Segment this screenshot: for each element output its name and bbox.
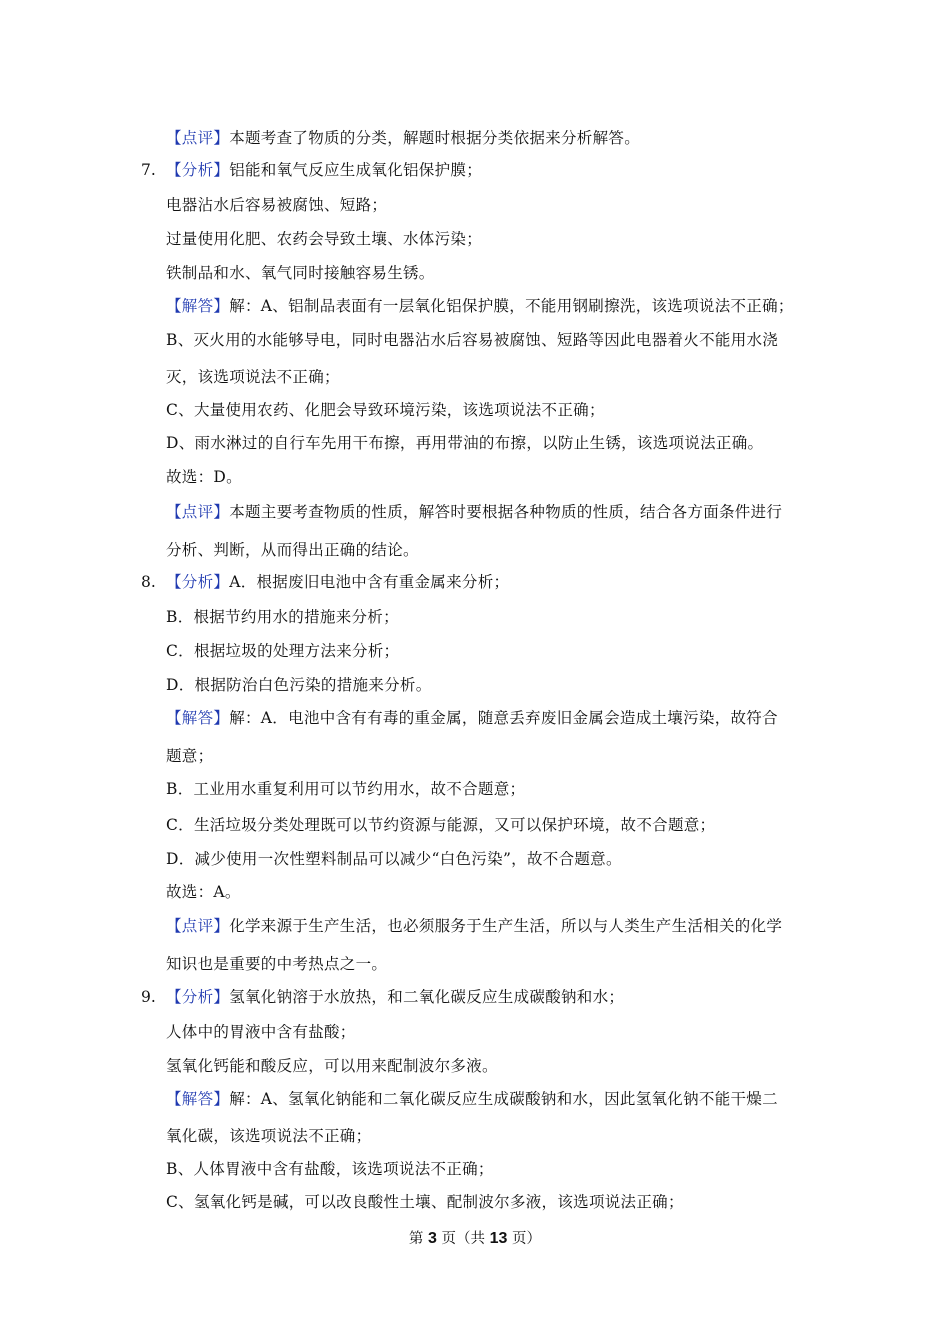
section-tag: 【分析】 [166,988,230,1006]
text-line [166,675,432,695]
text-line [166,641,399,661]
line-text: 氧化碳，该选项说法不正确； [166,1127,372,1145]
section-tag: 【点评】 [166,917,230,935]
text-line [166,160,482,180]
line-text: 知识也是重要的中考热点之一。 [166,955,388,973]
section-tag: 【点评】 [166,503,230,521]
line-text: 故选：D。 [166,468,242,486]
line-text: 本题考查了物质的分类，解题时根据分类依据来分析解答。 [229,129,641,147]
line-text: 本题主要考查物质的性质，解答时要根据各种物质的性质，结合各方面条件进行 [229,503,783,521]
footer-middle: 页（共 [436,1231,490,1247]
line-text: C、氢氧化钙是碱，可以改良酸性土壤、配制波尔多液，该选项说法正确； [166,1193,684,1211]
question-number: 8. [141,573,156,591]
section-tag: 【解答】 [166,1090,230,1108]
line-text: 化学来源于生产生活，也必须服务于生产生活，所以与人类生产生活相关的化学 [229,917,783,935]
line-text: B．根据节约用水的措施来分析； [166,608,399,626]
line-text: D．减少使用一次性塑料制品可以减少“白色污染”，故不合题意。 [166,850,622,868]
text-line [166,849,622,869]
text-line [166,540,419,560]
text-line [166,195,387,215]
section-tag: 【点评】 [166,129,230,147]
section-tag: 【分析】 [166,161,230,179]
line-text: D．根据防治白色污染的措施来分析。 [166,676,432,694]
text-line [166,1089,778,1109]
line-text: B、灭火用的水能够导电，同时电器沾水后容易被腐蚀、短路等因此电器着火不能用水浇 [166,331,779,349]
line-text: 解：A、氢氧化钠能和二氧化碳反应生成碳酸钠和水，因此氢氧化钠不能干燥二 [229,1090,778,1108]
text-line [166,296,794,316]
footer-page-number: 3 [428,1230,437,1247]
line-text: 题意； [166,747,214,765]
line-text: 故选：A。 [166,883,241,901]
text-line [166,433,763,453]
section-tag: 【分析】 [166,573,230,591]
text-line [166,954,387,974]
text-line [166,1126,371,1146]
line-text: 电器沾水后容易被腐蚀、短路； [166,196,388,214]
line-text: C、大量使用农药、化肥会导致环境污染，该选项说法不正确； [166,401,605,419]
text-line [166,128,640,148]
footer-suffix: 页） [507,1231,542,1247]
text-line [166,1192,684,1212]
line-text: 氢氧化钠溶于水放热，和二氧化碳反应生成碳酸钠和水； [229,988,625,1006]
line-text: 分析、判断，从而得出正确的结论。 [166,541,419,559]
text-line [166,229,482,249]
line-text: 过量使用化肥、农药会导致土壤、水体污染； [166,230,483,248]
line-text: 铁制品和水、氧气同时接触容易生锈。 [166,264,435,282]
line-text: D、雨水淋过的自行车先用干布擦，再用带油的布擦，以防止生锈，该选项说法正确。 [166,434,764,452]
text-line [166,572,509,592]
text-line [166,607,399,627]
text-line [166,882,241,902]
text-line [166,1022,356,1042]
page-footer [0,1229,950,1249]
line-text: B．工业用水重复利用可以节约用水，故不合题意； [166,780,526,798]
text-line [166,330,778,350]
text-line [166,987,624,1007]
line-text: 氢氧化钙能和酸反应，可以用来配制波尔多液。 [166,1057,498,1075]
footer-total-pages: 13 [489,1230,508,1247]
footer-prefix: 第 [408,1231,429,1247]
text-line [166,400,605,420]
question-number: 7. [141,161,156,179]
section-tag: 【解答】 [166,709,230,727]
line-text: 铝能和氧气反应生成氧化铝保护膜； [229,161,483,179]
text-line [166,1056,498,1076]
line-text: 解：A．电池中含有有毒的重金属，随意丢弃废旧金属会造成土壤污染，故符合 [229,709,778,727]
line-text: C．生活垃圾分类处理既可以节约资源与能源，又可以保护环境，故不合题意； [166,816,716,834]
text-line [166,815,715,835]
text-line [166,746,213,766]
line-text: A．根据废旧电池中含有重金属来分析； [229,573,510,591]
text-line [166,1159,494,1179]
text-line [166,708,778,728]
text-line [166,779,525,799]
question-number: 9. [141,988,156,1006]
line-text: 人体中的胃液中含有盐酸； [166,1023,356,1041]
text-line [166,467,242,487]
text-line [166,916,782,936]
line-text: B、人体胃液中含有盐酸，该选项说法不正确； [166,1160,494,1178]
text-line [166,367,340,387]
text-line [166,263,435,283]
section-tag: 【解答】 [166,297,230,315]
line-text: 解：A、铝制品表面有一层氧化铝保护膜，不能用钢刷擦洗，该选项说法不正确； [229,297,794,315]
line-text: C．根据垃圾的处理方法来分析； [166,642,400,660]
line-text: 灭，该选项说法不正确； [166,368,340,386]
text-line [166,502,782,522]
